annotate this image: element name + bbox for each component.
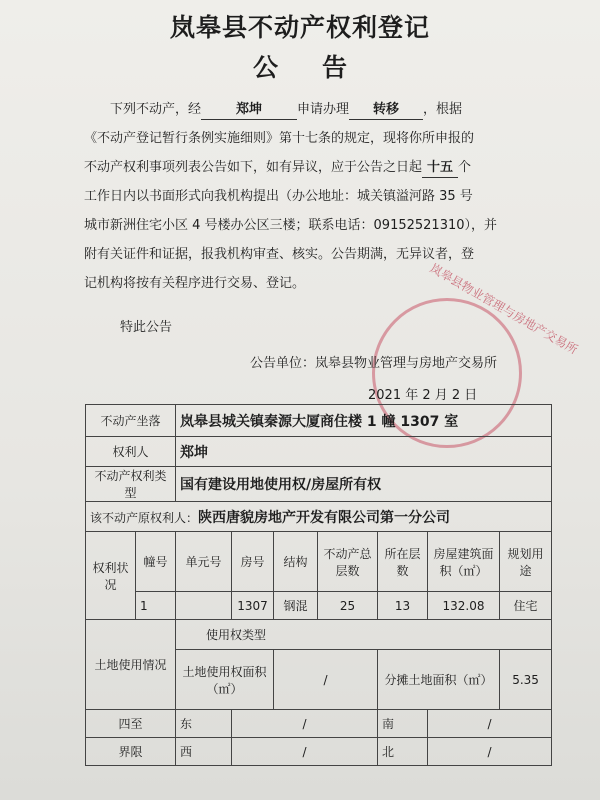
- boundary-row-1: [86, 710, 552, 738]
- value-room: 1307: [232, 592, 274, 620]
- use-right-type-label: 使用权类型: [206, 628, 267, 642]
- header-building: 幢号: [136, 532, 176, 592]
- status-header-row: [86, 532, 552, 592]
- land-area-label: 土地使用权面积（㎡）: [176, 650, 274, 710]
- special-notice: 特此公告: [120, 320, 173, 335]
- value-area: 132.08: [428, 592, 500, 620]
- use-right-type-cell: [176, 620, 552, 650]
- issuing-unit: 公告单位：岚皋县物业管理与房地产交易所: [250, 356, 498, 371]
- document-subtitle: 公告: [252, 53, 391, 82]
- land-type-row: [86, 620, 552, 650]
- east-value: /: [232, 710, 378, 738]
- value-floor: 13: [378, 592, 428, 620]
- announcement-body: [84, 95, 554, 298]
- header-structure: 结构: [274, 532, 318, 592]
- owner-label: 权利人: [86, 437, 176, 467]
- header-floor: 所在层数: [378, 532, 428, 592]
- body-line-1: 下列不动产，经 郑坤 申请办理 转移 ，根据: [84, 95, 554, 124]
- header-area: 房屋建筑面积（㎡）: [428, 532, 500, 592]
- value-total-floors: 25: [318, 592, 378, 620]
- body-line-2: 《不动产登记暂行条例实施细则》第十七条的规定，现将你所申报的: [84, 131, 475, 146]
- document-title: 岚皋县不动产权利登记: [169, 13, 430, 42]
- business-type: 转移: [349, 101, 423, 120]
- boundary-label-2: 界限: [86, 738, 176, 766]
- header-usage: 规划用途: [500, 532, 552, 592]
- right-type-value: 国有建设用地使用权/房屋所有权: [176, 467, 552, 502]
- body-line-5: 城市新洲住宅小区 4 号楼办公区三楼；联系电话：09152521310），并: [84, 218, 498, 233]
- shared-area-label: 分摊土地面积（㎡）: [378, 650, 500, 710]
- value-usage: 住宅: [500, 592, 552, 620]
- land-area-value: /: [274, 650, 378, 710]
- status-label: 权利状况: [86, 532, 136, 620]
- status-value-row: [86, 592, 552, 620]
- value-structure: 钢混: [274, 592, 318, 620]
- owner-value: 郑坤: [176, 437, 552, 467]
- property-table: [85, 404, 552, 766]
- seal-text: 岚皋县物业管理与房地产交易所: [427, 260, 581, 357]
- header-total-floors: 不动产总层数: [318, 532, 378, 592]
- north-value: /: [428, 738, 552, 766]
- value-unit: [176, 592, 232, 620]
- shared-area-value: 5.35: [500, 650, 552, 710]
- body-line-6: 附有关证件和证据，报我机构审查、核实。公告期满，无异议者，登: [84, 247, 475, 262]
- header-unit: 单元号: [176, 532, 232, 592]
- body-line-7: 记机构将按有关程序进行交易、登记。: [84, 276, 306, 291]
- original-owner-row: [86, 502, 552, 532]
- objection-days: 十五: [422, 159, 458, 178]
- original-owner-cell: [86, 502, 552, 532]
- land-usage-label: 土地使用情况: [86, 620, 176, 710]
- boundary-label-1: 四至: [86, 710, 176, 738]
- issue-date: 2021 年 2 月 2 日: [368, 388, 478, 403]
- applicant-name: 郑坤: [201, 101, 297, 120]
- body-line-4: 工作日内以书面形式向我机构提出（办公地址：城关镇溢河路 35 号: [84, 189, 473, 204]
- right-type-label: 不动产权利类型: [86, 467, 176, 502]
- south-label: 南: [378, 710, 428, 738]
- location-label: 不动产坐落: [86, 405, 176, 437]
- original-owner-label: 该不动产原权利人：: [90, 510, 199, 525]
- south-value: /: [428, 710, 552, 738]
- original-owner-value: 陕西唐貌房地产开发有限公司第一分公司: [198, 509, 451, 526]
- west-value: /: [232, 738, 378, 766]
- header-room: 房号: [232, 532, 274, 592]
- west-label: 西: [176, 738, 232, 766]
- north-label: 北: [378, 738, 428, 766]
- boundary-row-2: [86, 738, 552, 766]
- right-type-row: [86, 467, 552, 502]
- body-line-3: 不动产权利事项列表公告如下，如有异议，应于公告之日起 十五 个: [84, 153, 554, 182]
- east-label: 东: [176, 710, 232, 738]
- location-value: 岚皋县城关镇秦源大厦商住楼 1 幢 1307 室: [176, 405, 552, 437]
- location-row: [86, 405, 552, 437]
- owner-row: [86, 437, 552, 467]
- value-building: 1: [136, 592, 176, 620]
